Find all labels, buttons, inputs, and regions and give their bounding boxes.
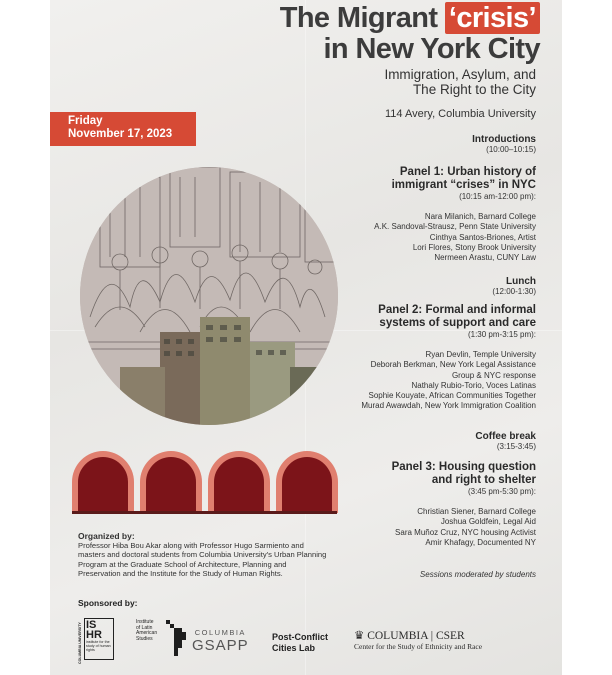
- introductions-time: (10:00–10:15): [486, 145, 536, 154]
- cser-title: COLUMBIA | CSER: [367, 630, 465, 642]
- panel-1-title: Panel 1: Urban history of: [399, 166, 536, 178]
- speaker: Sophie Kouyate, African Communities Together: [368, 391, 536, 401]
- speaker: Nathaly Rubio-Torio, Voces Latinas: [411, 380, 536, 390]
- speaker: Amir Khafagy, Documented NY: [425, 537, 536, 547]
- organized-by: [78, 532, 328, 578]
- speaker: Deborah Berkman, New York Legal Assistance: [370, 360, 536, 370]
- arches-base: [72, 511, 337, 514]
- cser-line-2: Center for the Study of Ethnicity and Race: [354, 642, 483, 651]
- panel-2-time: (1:30 pm-3:15 pm):: [467, 330, 536, 339]
- panel-2-block: [361, 304, 536, 412]
- ishr-name: institute for the study of human rights: [86, 640, 111, 652]
- arch: [276, 451, 338, 513]
- latin-america-map-icon: [164, 620, 188, 658]
- arch: [140, 451, 202, 513]
- speaker: Nermeen Arastu, CUNY Law: [434, 253, 536, 263]
- post-conflict-cities-lab-logo: [272, 632, 328, 653]
- title-line-2: in New York City: [323, 33, 540, 65]
- speaker: Nara Milanich, Barnard College: [424, 212, 536, 221]
- ishr-logo: [78, 618, 128, 664]
- date-full: November 17, 2023: [68, 128, 173, 140]
- venue: 114 Avery, Columbia University: [384, 108, 536, 120]
- coffee-break-title: Coffee break: [475, 431, 536, 442]
- ilas-text: of Latin: [136, 624, 153, 631]
- cser-line-1: [354, 628, 482, 642]
- ilas-text: Institute: [136, 619, 154, 625]
- introductions-block: [472, 134, 536, 155]
- gsapp-columbia-text: COLUMBIA: [194, 628, 246, 637]
- title-crisis-highlight: ‘crisis’: [445, 2, 540, 34]
- panel-3-time: (3:45 pm-5:30 pm):: [467, 487, 536, 496]
- event-poster: [50, 0, 562, 675]
- ilas-text: Studies: [136, 635, 153, 642]
- arch: [208, 451, 270, 513]
- panel-3-block: [392, 461, 536, 548]
- ishr-letters: IS: [86, 619, 97, 631]
- speaker: Cinthya Santos-Briones, Artist: [429, 232, 536, 242]
- organized-by-text: Professor Hiba Bou Akar along with Professor Hugo Sarmiento and masters and doctoral students from Columbia University's Urban Planning Program at the Graduate School of Architecture, Planning and Preservation and the Institute for the Study of Human Rights.: [78, 541, 327, 578]
- arches-illustration: [72, 451, 337, 513]
- introductions-title: Introductions: [472, 134, 536, 145]
- ishr-letters: HR: [86, 629, 102, 641]
- crowd-illustration: [80, 167, 338, 425]
- moderated-note: Sessions moderated by students: [419, 570, 536, 579]
- speaker: Group & NYC response: [451, 370, 536, 380]
- panel-2-title: Panel 2: Formal and informal: [378, 304, 536, 316]
- subtitle-line-1: Immigration, Asylum, and: [384, 67, 536, 82]
- coffee-break-time: (3:15-3:45): [496, 442, 536, 451]
- organized-by-label: Organized by:: [78, 531, 135, 541]
- speaker: Christian Siener, Barnard College: [417, 507, 536, 516]
- panel-2-title: systems of support and care: [379, 317, 536, 329]
- speaker: Sara Muñoz Cruz, NYC housing Activist: [395, 527, 536, 537]
- ilas-text: American: [136, 630, 158, 637]
- speaker: Ryan Devlin, Temple University: [425, 350, 536, 359]
- pcl-line-1: Post-Conflict: [272, 632, 328, 642]
- panel-1-block: [374, 166, 536, 263]
- speaker: Lori Flores, Stony Brook University: [412, 242, 536, 252]
- date-badge: [50, 112, 196, 146]
- subtitle-line-2: The Right to the City: [412, 82, 536, 97]
- ilas-logo: [136, 620, 162, 642]
- lunch-title: Lunch: [506, 276, 536, 287]
- gsapp-logo: [192, 628, 249, 654]
- arch: [72, 451, 134, 513]
- speaker: Joshua Goldfein, Legal Aid: [440, 517, 536, 527]
- sponsored-by-label: Sponsored by:: [78, 598, 138, 608]
- cser-logo: [354, 628, 482, 651]
- poster-title: [280, 3, 540, 65]
- pcl-line-2: Cities Lab: [272, 642, 316, 653]
- panel-1-time: (10:15 am-12:00 pm):: [459, 192, 536, 201]
- date-day: Friday: [68, 115, 103, 127]
- panel-3-title: and right to shelter: [431, 474, 536, 486]
- gsapp-name: GSAPP: [192, 637, 249, 654]
- panel-3-title: Panel 3: Housing question: [391, 461, 536, 473]
- coffee-break-block: [475, 431, 536, 452]
- ishr-columbia-text: COLUMBIA UNIVERSITY: [78, 622, 82, 664]
- speaker: Murad Awawdah, New York Immigration Coalition: [361, 401, 536, 411]
- speaker: A.K. Sandoval-Strausz, Penn State University: [374, 222, 536, 232]
- title-prefix: The Migrant: [279, 2, 445, 34]
- lunch-time: (12:00-1:30): [492, 287, 536, 296]
- panel-1-title: immigrant “crises” in NYC: [391, 179, 536, 191]
- lunch-block: [492, 276, 536, 297]
- poster-subtitle: [384, 67, 536, 97]
- crown-icon: ♛: [354, 630, 365, 642]
